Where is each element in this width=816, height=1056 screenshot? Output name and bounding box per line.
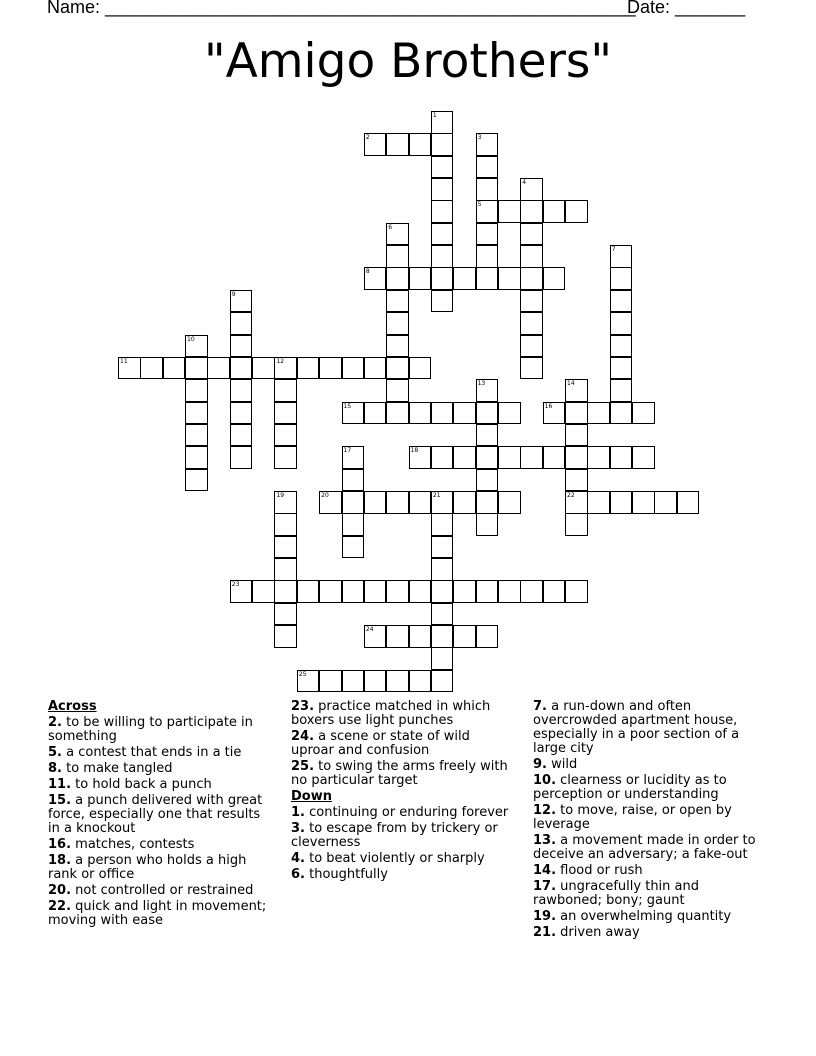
crossword-cell[interactable] [386, 580, 409, 603]
crossword-cell[interactable] [565, 446, 588, 469]
crossword-cell[interactable] [565, 424, 588, 447]
crossword-cell[interactable] [498, 491, 521, 514]
crossword-cell[interactable] [476, 133, 499, 156]
crossword-cell[interactable] [409, 357, 432, 380]
crossword-cell[interactable] [431, 178, 454, 201]
crossword-cell[interactable] [476, 200, 499, 223]
crossword-cell[interactable] [431, 402, 454, 425]
crossword-cell[interactable] [230, 357, 253, 380]
crossword-cell[interactable] [587, 402, 610, 425]
clue-number: 3. [291, 821, 305, 836]
across-heading: Across [48, 699, 97, 714]
crossword-cell[interactable] [520, 200, 543, 223]
clue-number: 9. [533, 757, 547, 772]
crossword-cell[interactable] [386, 290, 409, 313]
cell-number: 12 [276, 357, 285, 365]
clue-column-1 [48, 700, 273, 930]
clue-item [48, 794, 273, 836]
crossword-cell[interactable] [163, 357, 186, 380]
clue-number: 22. [48, 899, 72, 914]
crossword-cell[interactable] [386, 625, 409, 648]
clue-text: practice matched in which boxers use light punches [291, 699, 491, 728]
crossword-cell[interactable] [386, 670, 409, 693]
crossword-cell[interactable] [230, 424, 253, 447]
crossword-cell[interactable] [230, 335, 253, 358]
clue-item [48, 746, 273, 760]
clue-number: 21. [533, 925, 557, 940]
crossword-cell[interactable] [610, 312, 633, 335]
clue-text: to escape from by trickery or cleverness [291, 821, 498, 850]
crossword-cell[interactable] [431, 133, 454, 156]
crossword-cell[interactable] [230, 580, 253, 603]
crossword-cell[interactable] [364, 357, 387, 380]
cell-number: 2 [365, 134, 370, 142]
crossword-cell[interactable] [431, 558, 454, 581]
crossword-cell[interactable] [565, 379, 588, 402]
clue-number: 11. [48, 777, 72, 792]
clue-number: 4. [291, 851, 305, 866]
crossword-cell[interactable] [297, 580, 320, 603]
clue-number: 23. [291, 699, 315, 714]
cell-number: 3 [477, 134, 482, 142]
crossword-cell[interactable] [297, 670, 320, 693]
crossword-cell[interactable] [185, 335, 208, 358]
crossword-cell[interactable] [274, 625, 297, 648]
crossword-cell[interactable] [386, 223, 409, 246]
clue-number: 12. [533, 803, 557, 818]
clue-text: wild [546, 757, 578, 772]
crossword-cell[interactable] [185, 402, 208, 425]
crossword-cell[interactable] [476, 223, 499, 246]
clue-number: 17. [533, 879, 557, 894]
clue-number: 24. [291, 729, 315, 744]
clue-item [48, 900, 273, 928]
crossword-cell[interactable] [520, 290, 543, 313]
crossword-cell[interactable] [319, 580, 342, 603]
clue-item [533, 910, 768, 924]
clue-text: to make tangled [61, 761, 173, 776]
crossword-cell[interactable] [520, 267, 543, 290]
crossword-cell[interactable] [431, 111, 454, 134]
clue-item [533, 864, 768, 878]
crossword-cell[interactable] [453, 446, 476, 469]
crossword-cell[interactable] [386, 491, 409, 514]
crossword-cell[interactable] [476, 446, 499, 469]
crossword-cell[interactable] [274, 357, 297, 380]
clue-text: a movement made in order to deceive an adversary; a fake-out [533, 833, 756, 862]
crossword-cell[interactable] [431, 267, 454, 290]
clue-number: 8. [48, 761, 62, 776]
crossword-cell[interactable] [476, 513, 499, 536]
crossword-cell[interactable] [409, 133, 432, 156]
clue-number: 13. [533, 833, 557, 848]
crossword-cell[interactable] [364, 670, 387, 693]
clue-item [48, 854, 273, 882]
crossword-cell[interactable] [319, 357, 342, 380]
clue-number: 16. [48, 837, 72, 852]
crossword-cell[interactable] [632, 491, 655, 514]
crossword-cell[interactable] [543, 200, 566, 223]
crossword-cell[interactable] [453, 402, 476, 425]
crossword-cell[interactable] [476, 156, 499, 179]
clue-text: an overwhelming quantity [556, 909, 732, 924]
page-title: "Amigo Brothers" [204, 34, 612, 89]
clue-number: 7. [533, 699, 547, 714]
crossword-cell[interactable] [364, 402, 387, 425]
cell-number: 16 [544, 402, 553, 410]
clue-column-3 [533, 700, 768, 942]
clue-item [291, 822, 516, 850]
crossword-cell[interactable] [565, 513, 588, 536]
crossword-cell[interactable] [498, 200, 521, 223]
clue-text: driven away [556, 925, 640, 940]
crossword-cell[interactable] [207, 357, 230, 380]
clue-number: 19. [533, 909, 557, 924]
crossword-cell[interactable] [342, 491, 365, 514]
crossword-cell[interactable] [431, 223, 454, 246]
crossword-cell[interactable] [520, 357, 543, 380]
crossword-cell[interactable] [431, 580, 454, 603]
cell-number: 6 [388, 223, 393, 231]
crossword-cell[interactable] [364, 625, 387, 648]
crossword-cell[interactable] [677, 491, 700, 514]
cell-number: 13 [477, 380, 486, 388]
crossword-cell[interactable] [520, 223, 543, 246]
crossword-cell[interactable] [409, 625, 432, 648]
crossword-cell[interactable] [431, 513, 454, 536]
crossword-cell[interactable] [543, 402, 566, 425]
crossword-cell[interactable] [386, 335, 409, 358]
crossword-cell[interactable] [520, 178, 543, 201]
crossword-cell[interactable] [274, 580, 297, 603]
crossword-cell[interactable] [610, 335, 633, 358]
crossword-cell[interactable] [297, 357, 320, 380]
clue-number: 14. [533, 863, 557, 878]
clue-item [533, 834, 768, 862]
crossword-cell[interactable] [230, 446, 253, 469]
crossword-cell[interactable] [252, 580, 275, 603]
clue-text: quick and light in movement; moving with ease [48, 899, 267, 928]
crossword-cell[interactable] [386, 312, 409, 335]
crossword-cell[interactable] [274, 513, 297, 536]
crossword-cell[interactable] [342, 513, 365, 536]
crossword-cell[interactable] [476, 267, 499, 290]
crossword-cell[interactable] [520, 446, 543, 469]
clue-item [533, 774, 768, 802]
clue-item [291, 760, 516, 788]
crossword-cell[interactable] [230, 312, 253, 335]
crossword-cell[interactable] [185, 357, 208, 380]
clue-text: a person who holds a high rank or office [48, 853, 247, 882]
clue-item [291, 868, 516, 882]
crossword-cell[interactable] [274, 491, 297, 514]
clue-item [48, 884, 273, 898]
crossword-cell[interactable] [431, 290, 454, 313]
cell-number: 18 [410, 447, 419, 455]
crossword-cell[interactable] [543, 267, 566, 290]
clue-text: a run-down and often overcrowded apartment house, especially in a poor section of a large city [533, 699, 740, 756]
crossword-cell[interactable] [565, 469, 588, 492]
crossword-cell[interactable] [587, 446, 610, 469]
crossword-cell[interactable] [364, 491, 387, 514]
cell-number: 19 [276, 491, 285, 499]
crossword-cell[interactable] [453, 491, 476, 514]
crossword-cell[interactable] [565, 200, 588, 223]
crossword-cell[interactable] [565, 402, 588, 425]
crossword-cell[interactable] [342, 580, 365, 603]
crossword-cell[interactable] [185, 446, 208, 469]
crossword-cell[interactable] [274, 603, 297, 626]
crossword-cell[interactable] [386, 133, 409, 156]
crossword-cell[interactable] [230, 379, 253, 402]
crossword-cell[interactable] [476, 178, 499, 201]
crossword-cell[interactable] [409, 670, 432, 693]
clue-number: 20. [48, 883, 72, 898]
crossword-cell[interactable] [610, 446, 633, 469]
cell-number: 7 [611, 246, 616, 254]
clue-text: thoughtfully [304, 867, 388, 882]
crossword-cell[interactable] [274, 402, 297, 425]
cell-number: 8 [365, 268, 370, 276]
clue-number: 2. [48, 715, 62, 730]
clue-item [291, 852, 516, 866]
clue-text: a contest that ends in a tie [61, 745, 242, 760]
down-heading: Down [291, 789, 332, 804]
crossword-cell[interactable] [520, 245, 543, 268]
cell-number: 4 [522, 179, 527, 187]
clue-number: 18. [48, 853, 72, 868]
crossword-cell[interactable] [476, 491, 499, 514]
crossword-cell[interactable] [274, 446, 297, 469]
crossword-cell[interactable] [610, 357, 633, 380]
clue-text: ungracefully thin and rawboned; bony; gaunt [533, 879, 699, 908]
crossword-cell[interactable] [185, 469, 208, 492]
clue-item [533, 926, 768, 940]
crossword-cell[interactable] [476, 424, 499, 447]
crossword-cell[interactable] [431, 625, 454, 648]
crossword-cell[interactable] [520, 335, 543, 358]
crossword-cell[interactable] [342, 446, 365, 469]
crossword-cell[interactable] [520, 312, 543, 335]
clue-item [291, 700, 516, 728]
crossword-cell[interactable] [118, 357, 141, 380]
clue-item [48, 762, 273, 776]
crossword-cell[interactable] [274, 379, 297, 402]
clue-text: to swing the arms freely with no particular target [291, 759, 508, 788]
crossword-cell[interactable] [587, 491, 610, 514]
cell-number: 25 [298, 670, 307, 678]
clue-item [533, 804, 768, 832]
crossword-cell[interactable] [610, 245, 633, 268]
crossword-cell[interactable] [319, 491, 342, 514]
crossword-cell[interactable] [409, 491, 432, 514]
crossword-cell[interactable] [476, 402, 499, 425]
crossword-cell[interactable] [543, 446, 566, 469]
crossword-cell[interactable] [476, 379, 499, 402]
crossword-cell[interactable] [342, 536, 365, 559]
crossword-cell[interactable] [565, 580, 588, 603]
crossword-cell[interactable] [274, 536, 297, 559]
cell-number: 20 [321, 491, 329, 499]
crossword-cell[interactable] [498, 402, 521, 425]
clue-text: a punch delivered with great force, especially one that results in a knockout [48, 793, 263, 836]
crossword-cell[interactable] [610, 402, 633, 425]
clue-text: not controlled or restrained [71, 883, 254, 898]
crossword-cell[interactable] [610, 267, 633, 290]
crossword-cell[interactable] [476, 580, 499, 603]
crossword-cell[interactable] [610, 491, 633, 514]
clue-text: continuing or enduring forever [304, 805, 509, 820]
crossword-cell[interactable] [386, 402, 409, 425]
clue-item [533, 880, 768, 908]
date-field-label[interactable]: Date: _______ [627, 0, 746, 17]
clue-number: 25. [291, 759, 315, 774]
clue-text: a scene or state of wild uproar and confusion [291, 729, 470, 758]
crossword-cell[interactable] [185, 379, 208, 402]
cell-number: 21 [432, 491, 441, 499]
crossword-cell[interactable] [386, 357, 409, 380]
cell-number: 1 [432, 112, 437, 119]
clue-text: clearness or lucidity as to perception or understanding [533, 773, 727, 802]
clue-number: 5. [48, 745, 62, 760]
crossword-cell[interactable] [342, 670, 365, 693]
crossword-cell[interactable] [453, 580, 476, 603]
crossword-cell[interactable] [230, 290, 253, 313]
crossword-cell[interactable] [476, 245, 499, 268]
cell-number: 23 [231, 581, 240, 589]
clue-number: 6. [291, 867, 305, 882]
cell-number: 24 [365, 626, 374, 634]
crossword-cell[interactable] [610, 379, 633, 402]
crossword-cell[interactable] [409, 580, 432, 603]
crossword-cell[interactable] [319, 670, 342, 693]
crossword-cell[interactable] [431, 670, 454, 693]
crossword-cell[interactable] [476, 625, 499, 648]
crossword-cell[interactable] [610, 290, 633, 313]
cell-number: 10 [187, 335, 195, 343]
crossword-cell[interactable] [431, 647, 454, 670]
cell-number: 22 [567, 491, 575, 499]
crossword-cell[interactable] [520, 580, 543, 603]
crossword-cell[interactable] [565, 491, 588, 514]
clue-text: to move, raise, or open by leverage [533, 803, 732, 832]
crossword-cell[interactable] [364, 580, 387, 603]
crossword-cell[interactable] [409, 402, 432, 425]
crossword-cell[interactable] [140, 357, 163, 380]
crossword-cell[interactable] [431, 156, 454, 179]
crossword-cell[interactable] [364, 133, 387, 156]
crossword-cell[interactable] [498, 580, 521, 603]
crossword-cell[interactable] [386, 267, 409, 290]
clue-text: flood or rush [556, 863, 643, 878]
cell-number: 15 [343, 402, 352, 410]
crossword-cell[interactable] [274, 558, 297, 581]
crossword-cell[interactable] [386, 245, 409, 268]
clue-item [291, 806, 516, 820]
crossword-cell[interactable] [386, 379, 409, 402]
cell-number: 5 [477, 201, 482, 209]
clue-item [533, 758, 768, 772]
cell-number: 11 [120, 357, 128, 365]
crossword-cell[interactable] [342, 357, 365, 380]
clue-text: to be willing to participate in something [48, 715, 253, 744]
clue-item [291, 730, 516, 758]
crossword-cell[interactable] [632, 402, 655, 425]
name-field-label[interactable]: Name: _____________________________________________________ [47, 0, 636, 17]
clue-text: to beat violently or sharply [304, 851, 485, 866]
clue-text: matches, contests [71, 837, 195, 852]
crossword-cell[interactable] [453, 267, 476, 290]
clue-item [48, 716, 273, 744]
cell-number: 14 [567, 380, 575, 388]
crossword-cell[interactable] [632, 446, 655, 469]
crossword-cell[interactable] [543, 580, 566, 603]
crossword-cell[interactable] [409, 446, 432, 469]
clue-number: 10. [533, 773, 557, 788]
crossword-cell[interactable] [654, 491, 677, 514]
crossword-cell[interactable] [431, 603, 454, 626]
crossword-cell[interactable] [252, 357, 275, 380]
cell-number: 9 [231, 290, 236, 298]
clue-number: 1. [291, 805, 305, 820]
clue-item [48, 838, 273, 852]
clue-text: to hold back a punch [71, 777, 212, 792]
clue-item [533, 700, 768, 756]
crossword-cell[interactable] [342, 402, 365, 425]
clue-item [48, 778, 273, 792]
crossword-cell[interactable] [453, 625, 476, 648]
crossword-cell[interactable] [431, 491, 454, 514]
crossword-cell[interactable] [230, 402, 253, 425]
crossword-cell[interactable] [364, 267, 387, 290]
crossword-cell[interactable] [185, 424, 208, 447]
crossword-cell[interactable] [431, 245, 454, 268]
crossword-cell[interactable] [274, 424, 297, 447]
crossword-cell[interactable] [431, 200, 454, 223]
cell-number: 17 [343, 447, 352, 455]
crossword-cell[interactable] [498, 446, 521, 469]
crossword-cell[interactable] [342, 469, 365, 492]
crossword-cell[interactable] [431, 536, 454, 559]
crossword-cell[interactable] [431, 446, 454, 469]
crossword-cell[interactable] [498, 267, 521, 290]
crossword-cell[interactable] [476, 469, 499, 492]
crossword-cell[interactable] [409, 267, 432, 290]
clue-number: 15. [48, 793, 72, 808]
clue-column-2 [291, 700, 516, 884]
